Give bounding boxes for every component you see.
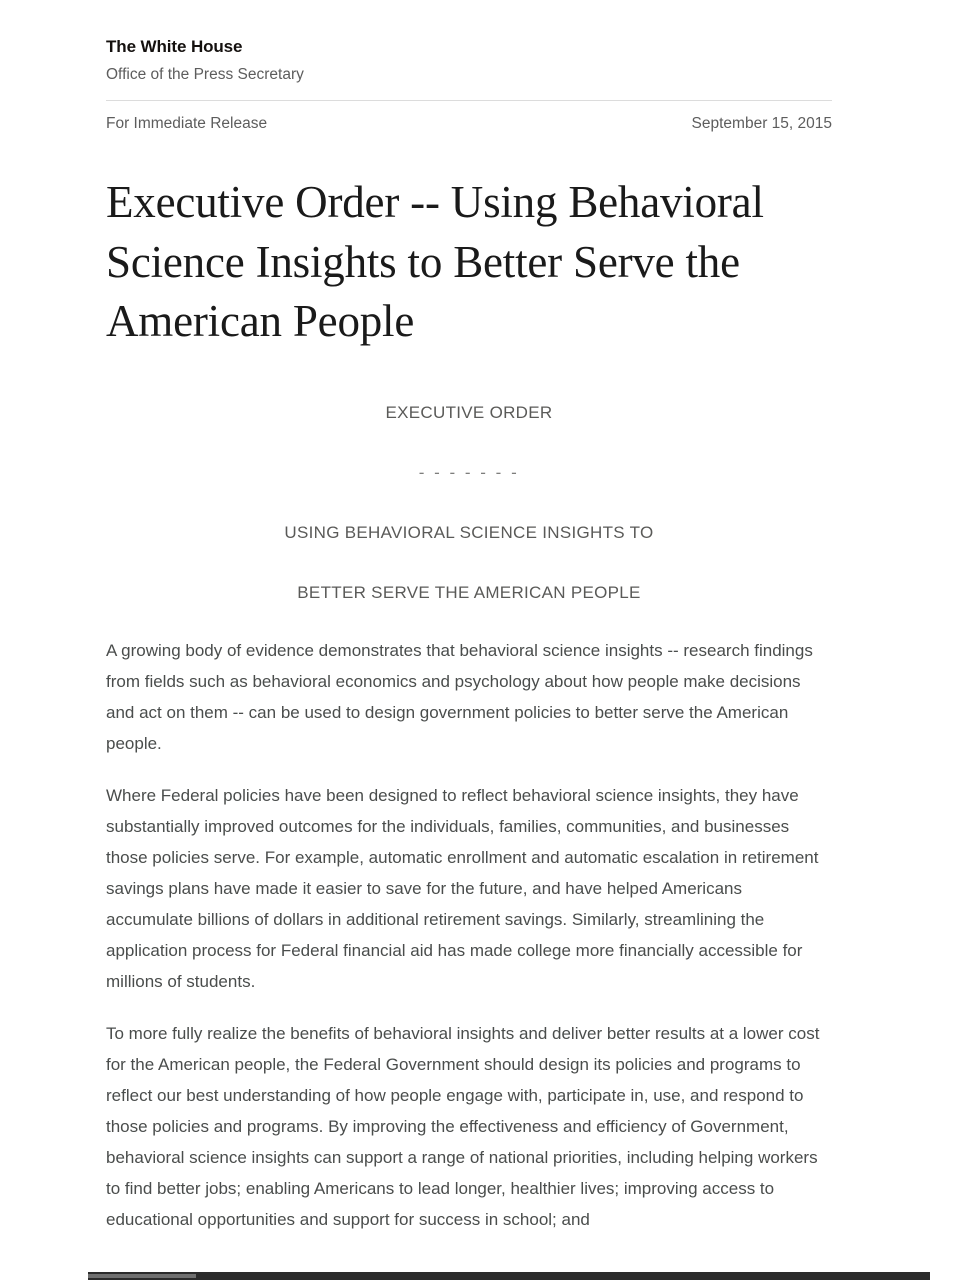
masthead bbox=[106, 0, 832, 133]
dashed-separator: - - - - - - - bbox=[418, 463, 520, 483]
body-paragraph: Where Federal policies have been designed to reflect behavioral science insights, they have substantially improved outcomes for the individuals, families, communities, and businesses those policies serve. For example, automatic enrollment and automatic escalation in retirement savings plans have made it easier to save for the future, and have helped Americans accumulate billions of dollars in additional retirement savings. Similarly, streamlining the application process for Federal financial aid has made college more financially accessible for millions of students. bbox=[106, 785, 819, 991]
executive-order-kicker: EXECUTIVE ORDER bbox=[385, 403, 553, 423]
body-paragraph: A growing body of evidence demonstrates that behavioral science insights -- research findings from fields such as behavioral economics and psychology about how people make decisions and act on them -- can be used to design government policies to better serve the American people. bbox=[106, 640, 813, 753]
page-title: Executive Order -- Using Behavioral Science Insights to Better Serve the American People bbox=[106, 177, 764, 346]
horizontal-scrollbar[interactable] bbox=[88, 1272, 930, 1280]
masthead-divider bbox=[106, 100, 832, 101]
site-title: The White House bbox=[106, 37, 243, 56]
executive-order-subtitle-line-2: BETTER SERVE THE AMERICAN PEOPLE bbox=[297, 582, 641, 602]
release-date: September 15, 2015 bbox=[691, 115, 832, 133]
executive-order-heading-block bbox=[106, 401, 832, 604]
body-paragraph: To more fully realize the benefits of behavioral insights and deliver better results at a lower cost for the American people, the Federal Government should design its policies and programs to reflect our best understanding of how people engage with, participate in, use, and respond to those policies and programs. By improving the effectiveness and efficiency of Government, behavioral science insights can support a range of national priorities, including helping workers to find better jobs; enabling Americans to lead longer, healthier lives; improving access to educational opportunities and support for success in school; and bbox=[106, 1023, 820, 1229]
horizontal-scrollbar-thumb[interactable] bbox=[88, 1274, 196, 1278]
release-label: For Immediate Release bbox=[106, 115, 268, 133]
office-subtitle: Office of the Press Secretary bbox=[106, 66, 304, 84]
executive-order-subtitle-line-1: USING BEHAVIORAL SCIENCE INSIGHTS TO bbox=[284, 522, 654, 542]
body-copy bbox=[106, 635, 832, 1235]
document-content-column bbox=[106, 0, 832, 1256]
release-row bbox=[106, 115, 832, 133]
